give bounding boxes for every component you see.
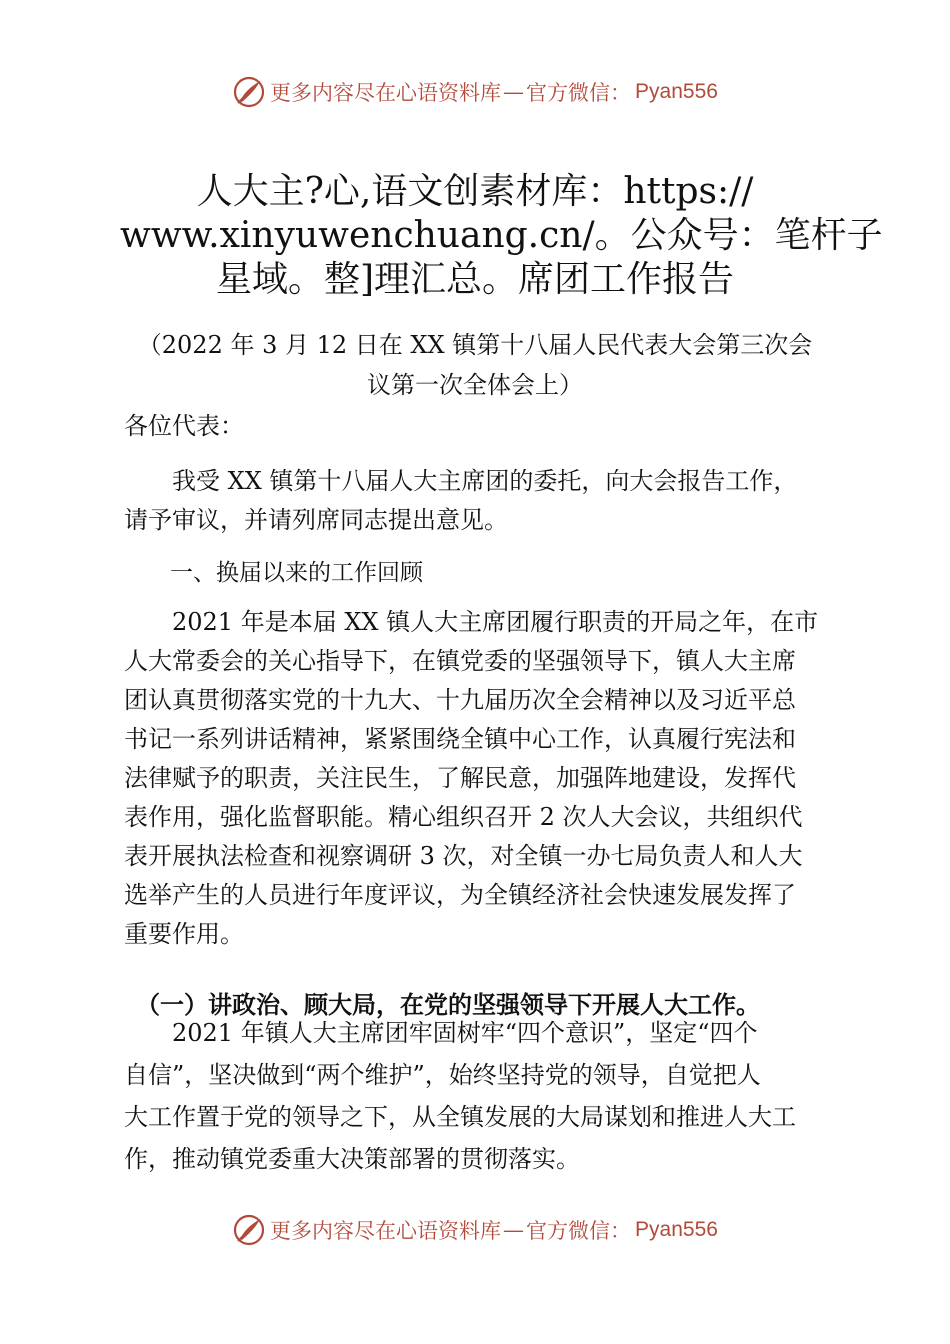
title-line: 人大主?心,语文创素材库：https:// (196, 171, 754, 212)
text-line: 请予审议，并请列席同志提出意见。 (124, 506, 508, 534)
banner-dash: — (503, 1218, 525, 1242)
banner-main-text: 更多内容尽在心语资料库 (270, 1219, 502, 1243)
banner-dash: — (503, 80, 525, 104)
text-line: 作，推动镇党委重大决策部署的贯彻落实。 (124, 1145, 580, 1173)
text-line: 自信”，坚决做到“两个维护”，始终坚持党的领导，自觉把人 (124, 1061, 761, 1089)
text-line: 大工作置于党的领导之下，从全镇发展的大局谋划和推进人大工 (124, 1103, 796, 1131)
text-line: 表开展执法检查和视察调研 3 次，对全镇一办七局负责人和人大 (124, 842, 803, 870)
banner-wechat-label: 官方微信： (526, 1219, 632, 1243)
text-line: 2021 年镇人大主席团牢固树牢“四个意识”，坚定“四个 (124, 1019, 758, 1047)
title-line: 星域。整]理汇总。席团工作报告 (215, 259, 735, 300)
text-line: 法律赋予的职责，关注民生，了解民意，加强阵地建设，发挥代 (124, 764, 796, 792)
subtitle-line: 议第一次全体会上） (367, 371, 583, 399)
paragraph-intro (124, 462, 830, 540)
text-line: 重要作用。 (124, 920, 244, 948)
text-line: 我受 XX 镇第十八届人大主席团的委托，向大会报告工作， (124, 467, 798, 495)
text-line: 选举产生的人员进行年度评议，为全镇经济社会快速发展发挥了 (124, 881, 796, 909)
header-watermark-banner (0, 72, 950, 112)
banner-main-text: 更多内容尽在心语资料库 (270, 81, 502, 105)
title-line: www.xinyuwenchuang.cn/。公众号：笔杆子 (120, 215, 883, 256)
banner-wechat-label: 官方微信： (526, 81, 632, 105)
subtitle-line: （2022 年 3 月 12 日在 XX 镇第十八届人民代表大会第三次会 (137, 331, 813, 359)
banner-wechat-id: Pyan556 (635, 80, 718, 103)
section-heading-review: 一、换届以来的工作回顾 (124, 560, 423, 586)
text-line: 团认真贯彻落实党的十九大、十九届历次全会精神以及习近平总 (124, 686, 796, 714)
subsection-heading-politics: （一）讲政治、顾大局，在党的坚强领导下开展人大工作。 (124, 991, 760, 1019)
banner-wechat-id: Pyan556 (635, 1218, 718, 1241)
pen-leaf-logo-icon (232, 1213, 266, 1247)
greeting: 各位代表： (124, 412, 244, 440)
text-line: 表作用，强化监督职能。精心组织召开 2 次人大会议，共组织代 (124, 803, 803, 831)
footer-watermark-banner (0, 1210, 950, 1250)
text-line: 人大常委会的关心指导下，在镇党委的坚强领导下，镇人大主席 (124, 647, 796, 675)
pen-leaf-logo-icon (232, 75, 266, 109)
text-line: 书记一系列讲话精神，紧紧围绕全镇中心工作，认真履行宪法和 (124, 725, 796, 753)
paragraph-review (124, 603, 830, 954)
text-line: 2021 年是本届 XX 镇人大主席团履行职责的开局之年，在市 (124, 608, 819, 636)
paragraph-politics (124, 1012, 830, 1180)
document-subtitle (120, 325, 830, 405)
document-title (120, 170, 883, 302)
